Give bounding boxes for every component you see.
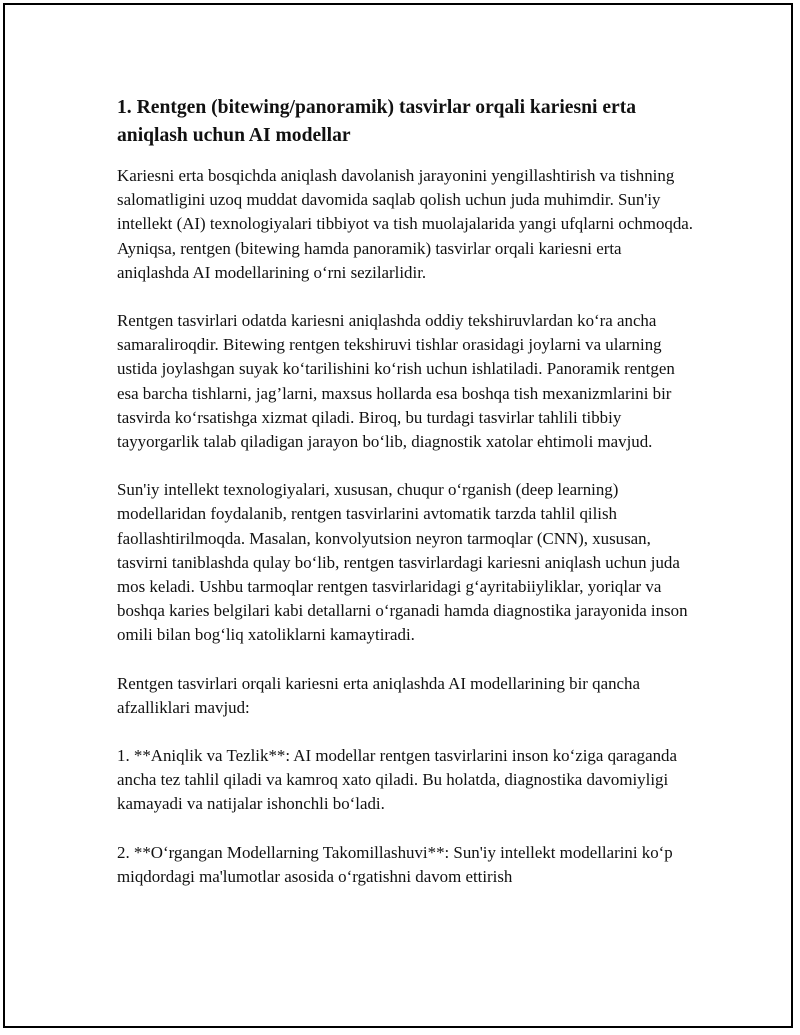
paragraph-advantages-intro: Rentgen tasvirlari orqali kariesni erta aniqlashda AI modellarining bir qancha afzalliklari mavjud: xyxy=(117,673,640,717)
list-item-accuracy-speed: 1. **Aniqlik va Tezlik**: AI modellar rentgen tasvirlarini inson ko‘ziga qaraganda ancha tez tahlil qiladi va kamroq xato qiladi. Bu holatda, diagnostika davomiyligi kamayadi va natijalar ishonchli bo‘ladi. xyxy=(117,746,677,814)
list-item-model-improvement: 2. **O‘rgangan Modellarning Takomillashuvi**: Sun'iy intellekt modellarini ko‘p miqdordagi ma'lumotlar asosida o‘rgatishni davom ettirish xyxy=(117,842,673,886)
paragraph-ai-technology: Sun'iy intellekt texnologiyalari, xususan, chuqur o‘rganish (deep learning) modellaridan foydalanib, rentgen tasvirlarini avtomatik tarzda tahlil qilish faollashtirilmoqda. Masalan, konvolyutsion neyron tarmoqlar (CNN), xususan, tasvirni taniblashda qulay bo‘lib, rentgen tasvirlardagi kariesni aniqlash uchun juda mos keladi. Ushbu tarmoqlar rentgen tasvirlaridagi g‘ayritabiiyliklar, yoriqlar va boshqa karies belgilari kabi detallarni o‘rganadi hamda diagnostika jarayonida inson omili bilan bog‘liq xatoliklarni kamaytiradi. xyxy=(117,480,688,645)
document-body xyxy=(117,94,697,889)
section-heading: 1. Rentgen (bitewing/panoramik) tasvirlar orqali kariesni erta aniqlash uchun AI modellar xyxy=(117,97,637,146)
paragraph-intro: Kariesni erta bosqichda aniqlash davolanish jarayonini yengillashtirish va tishning salomatligini uzoq muddat davomida saqlab qolish uchun juda muhimdir. Sun'iy intellekt (AI) texnologiyalari tibbiyot va tish muolajalarida yangi ufqlarni ochmoqda. Ayniqsa, rentgen (bitewing hamda panoramik) tasvirlar orqali kariesni erta aniqlashda AI modellarining o‘rni sezilarlidir. xyxy=(117,166,694,282)
paragraph-xray-types: Rentgen tasvirlari odatda kariesni aniqlashda oddiy tekshiruvlardan ko‘ra ancha samaraliroqdir. Bitewing rentgen tekshiruvi tishlar orasidagi joylarni va ularning ustida joylashgan suyak ko‘tarilishini ko‘rish uchun ishlatiladi. Panoramik rentgen esa barcha tishlarni, jag’larni, maxsus hollarda esa boshqa tish mexanizmlarini bir tasvirda ko‘rsatishga xizmat qiladi. Biroq, bu turdagi tasvirlar tahlili tibbiy tayyorgarlik talab qiladigan jarayon bo‘lib, diagnostik xatolar ehtimoli mavjud. xyxy=(117,311,675,452)
